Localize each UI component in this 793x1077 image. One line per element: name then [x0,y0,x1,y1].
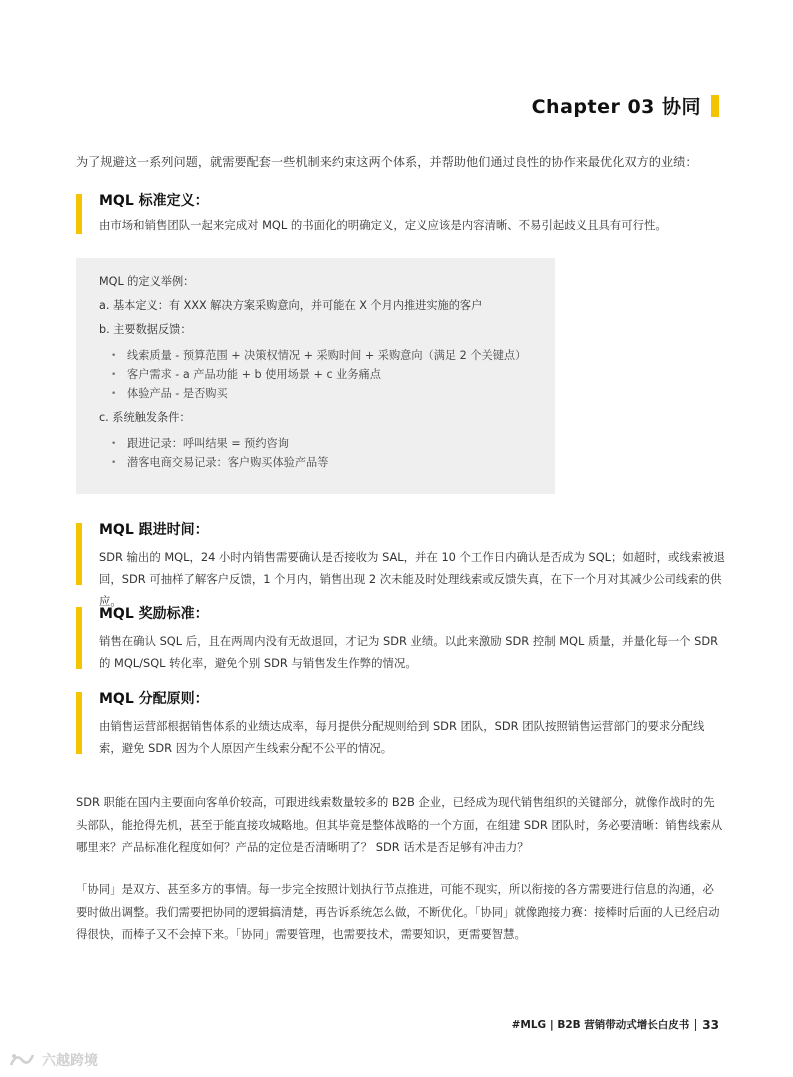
page-number: 33 [702,1017,719,1032]
list-item: • 线索质量 - 预算范围 + 决策权情况 + 采购时间 + 采购意向（满足 2 个关键点） [99,348,535,364]
section-accent-bar [76,692,82,754]
section-mql-followup [76,521,726,612]
section-body: 由市场和销售团队一起来完成对 MQL 的书面化的明确定义，定义应该是内容清晰、不易引起歧义且具有可行性。 [99,218,667,232]
example-data-feedback-heading: b. 主要数据反馈： [99,323,192,336]
section-body: SDR 输出的 MQL，24 小时内销售需要确认是否接收为 SAL，并在 10 个工作日内确认是否成为 SQL；如超时，或线索被退回，SDR 可抽样了解客户反馈，1 个月内，销售出现 2 次未能及时处理线索或反馈失真，在下一个月对其减少公司线索的供应。 [99,550,725,608]
watermark [8,1050,98,1070]
section-mql-definition [76,192,726,233]
footer-divider [695,1019,696,1031]
intro-paragraph: 为了规避这一系列问题，就需要配套一些机制来约束这两个体系，并帮助他们通过良性的协作来最优化双方的业绩： [76,155,698,169]
section-title: MQL 标准定义： [99,193,209,209]
section-title: MQL 奖励标准： [99,606,209,622]
chapter-accent-bar [711,95,719,117]
example-basic-definition: a. 基本定义：有 XXX 解决方案采购意向，并可能在 X 个月内推进实施的客户 [99,299,483,312]
section-title: MQL 分配原则： [99,691,209,707]
chapter-title: Chapter 03 协同 [531,96,701,118]
section-body: 销售在确认 SQL 后，且在两周内没有无故退回，才记为 SDR 业绩。以此来激励 SDR 控制 MQL 质量，并量化每一个 SDR 的 MQL/SQL 转化率，避免个别 SDR 与销售发生作弊的情况。 [99,634,719,670]
list-item: • 潜客电商交易记录：客户购买体验产品等 [99,455,535,471]
section-title: MQL 跟进时间： [99,522,209,538]
section-accent-bar [76,194,82,234]
trigger-list [99,436,535,471]
watermark-logo-icon [8,1051,36,1069]
page-footer [512,1017,719,1032]
list-item: • 体验产品 - 是否购买 [99,386,535,402]
example-heading: MQL 的定义举例： [99,275,195,288]
section-body: 由销售运营部根据销售体系的业绩达成率，每月提供分配规则给到 SDR 团队，SDR 团队按照销售运营部门的要求分配线索，避免 SDR 因为个人原因产生线索分配不公平的情况。 [99,719,705,755]
chapter-header [532,92,719,119]
body-paragraph-sdr: SDR 职能在国内主要面向客单价较高，可跟进线索数量较多的 B2B 企业，已经成为现代销售组织的关键部分，就像作战时的先头部队，能抢得先机，甚至于能直接攻城略地。但其毕竟是整体战略的一个方面，在组建 SDR 团队时，务必要清晰：销售线索从哪里来？产品标准化程度如何？产品的定位是否清晰明了？ SDR 话术是否足够有冲击力？ [76,795,723,854]
watermark-text: 六越跨境 [42,1053,98,1069]
section-mql-allocation [76,690,726,759]
section-accent-bar [76,607,82,669]
body-paragraph-collaboration: 「协同」是双方、甚至多方的事情。每一步完全按照计划执行节点推进，可能不现实，所以衔接的各方需要进行信息的沟通，必要时做出调整。我们需要把协同的逻辑搞清楚，再告诉系统怎么做，不断优化。「协同」就像跑接力赛：接棒时后面的人已经启动得很快，而棒子又不会掉下来。「协同」需要管理，也需要技术，需要知识，更需要智慧。 [76,882,720,941]
section-accent-bar [76,523,82,585]
section-mql-reward [76,605,726,674]
list-item: • 跟进记录：呼叫结果 = 预约咨询 [99,436,535,452]
mql-example-box [76,258,555,494]
example-trigger-heading: c. 系统触发条件： [99,411,191,424]
footer-title: #MLG | B2B 营销带动式增长白皮书 [511,1019,690,1031]
data-feedback-list [99,348,535,402]
list-item: • 客户需求 - a 产品功能 + b 使用场景 + c 业务痛点 [99,367,535,383]
